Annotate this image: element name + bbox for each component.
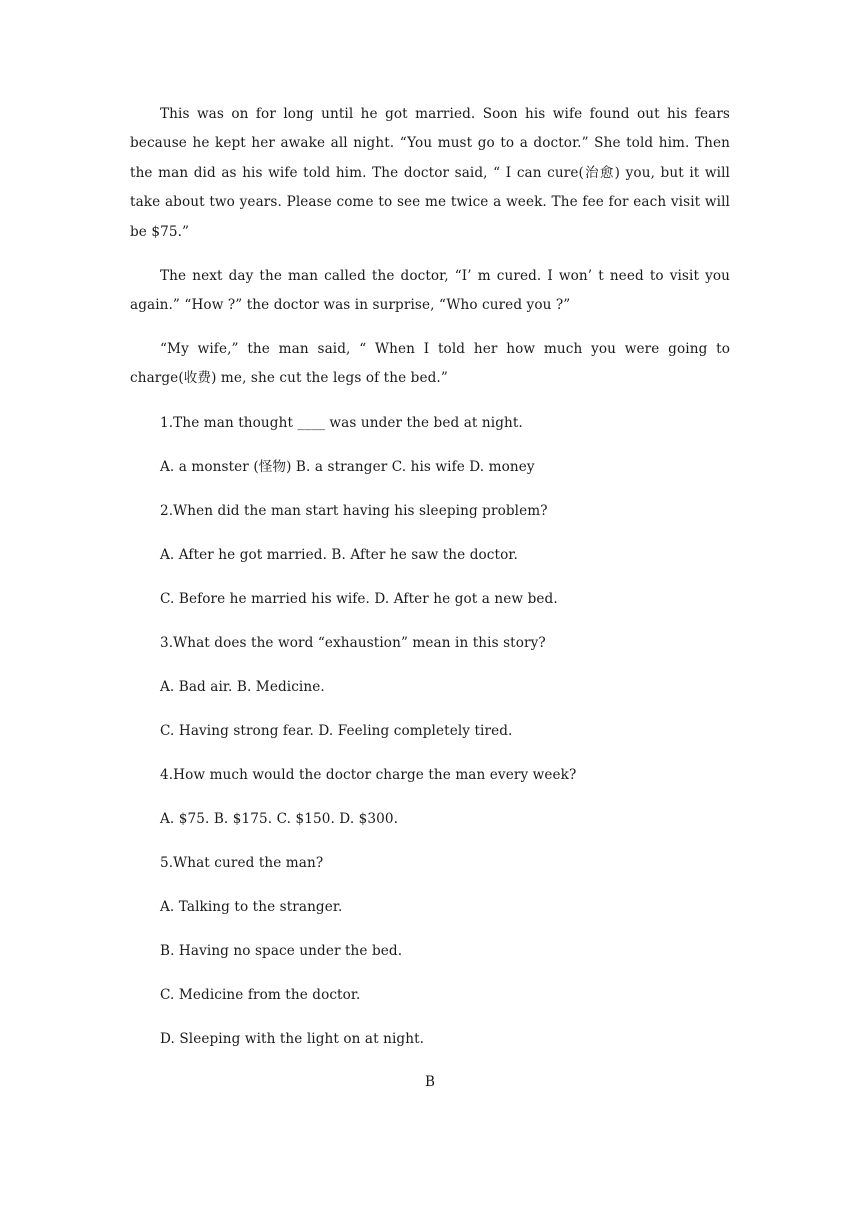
section-label: B bbox=[425, 1074, 435, 1090]
question-options: B. Having no space under the bed. bbox=[160, 943, 403, 959]
question-options: A. Bad air. B. Medicine. bbox=[160, 679, 325, 695]
passage-paragraph-1: This was on for long until he got married. Soon his wife found out his fears because he kept her awake all night. “You must go to a doctor.” She told him. Then the man did as his wife told him. The doctor said, “ I can cure(治愈) you, but it will take about two years. Please come to see me twice a week. The fee for each visit will be $75.” bbox=[130, 106, 730, 240]
question-options: C. Having strong fear. D. Feeling completely tired. bbox=[160, 723, 513, 739]
question-options: D. Sleeping with the light on at night. bbox=[160, 1031, 425, 1047]
question-options: C. Before he married his wife. D. After he got a new bed. bbox=[160, 591, 558, 607]
question-options: A. After he got married. B. After he saw the doctor. bbox=[160, 547, 518, 563]
question-stem: 4.How much would the doctor charge the man every week? bbox=[160, 767, 577, 783]
question-stem: 3.What does the word “exhaustion” mean in this story? bbox=[160, 635, 546, 651]
question-options: A. Talking to the stranger. bbox=[160, 899, 343, 915]
question-options: A. a monster (怪物) B. a stranger C. his wife D. money bbox=[160, 459, 535, 475]
passage-paragraph-2: The next day the man called the doctor, “I’ m cured. I won’ t need to visit you again.” “How ?” the doctor was in surprise, “Who cured you ?” bbox=[130, 268, 730, 314]
question-options: C. Medicine from the doctor. bbox=[160, 987, 361, 1003]
question-options: A. $75. B. $175. C. $150. D. $300. bbox=[160, 811, 399, 827]
passage-paragraph-3: “My wife,” the man said, “ When I told her how much you were going to charge(收费) me, she cut the legs of the bed.” bbox=[130, 341, 730, 387]
question-stem: 2.When did the man start having his sleeping problem? bbox=[160, 503, 548, 519]
question-stem: 5.What cured the man? bbox=[160, 855, 324, 871]
question-stem: 1.The man thought ____ was under the bed at night. bbox=[160, 415, 523, 431]
